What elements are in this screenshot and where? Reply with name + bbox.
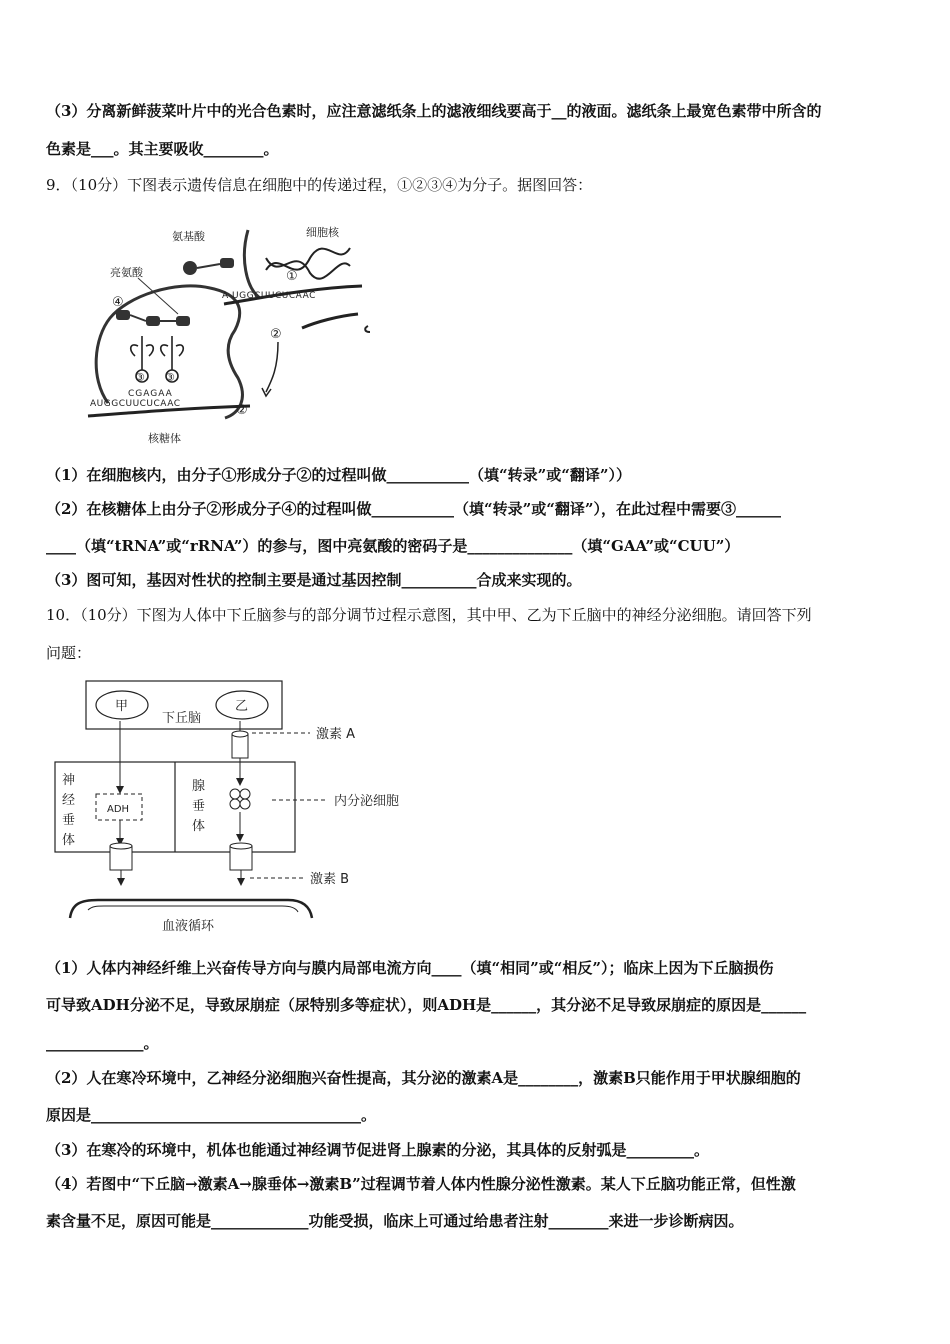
- anticodon-sequence: CGAGAA: [128, 389, 173, 399]
- q10-part3: （3）在寒冷的环境中，机体也能通过神经调节促进肾上腺素的分泌，其具体的反射弧是_________。: [46, 1141, 709, 1159]
- label-nucleus: 细胞核: [306, 226, 339, 239]
- q10-part4-line1: （4）若图中“下丘脑→激素A→腺垂体→激素B”过程调节着人体内性腺分泌性激素。某人下丘脑功能正常，但性激: [46, 1175, 796, 1193]
- mrna-bottom-sequence: AUGGCUUCUCAAC: [90, 399, 181, 409]
- label-amino-acid: 氨基酸: [172, 230, 205, 243]
- neuro-pituitary-char-3: 垂: [62, 813, 76, 828]
- adeno-pituitary-char-2: 垂: [192, 799, 206, 814]
- adeno-pituitary-char-3: 体: [192, 819, 206, 834]
- blood-vessel: [70, 900, 312, 918]
- q9-part3: （3）图可知，基因对性状的控制主要是通过基因控制__________合成来实现的。: [46, 571, 582, 589]
- q9-stem: 9．（10分）下图表示遗传信息在细胞中的传递过程，①②③④为分子。据图回答：: [46, 176, 593, 194]
- transport-arrow: [266, 342, 278, 392]
- adh-canister: [110, 846, 132, 870]
- q10-part1-line2: 可导致ADH分泌不足，导致尿崩症（尿特别多等症状），则ADH是______，其分泌不足导致尿崩症的原因是______: [46, 996, 807, 1014]
- endocrine-cell-label: 内分泌细胞: [334, 794, 400, 809]
- q10-part1-line3: _____________。: [46, 1034, 159, 1052]
- hormone-a-canister: [232, 734, 248, 758]
- q10-stem-line2: 问题：: [46, 644, 92, 662]
- cell-yi-label: 乙: [235, 699, 249, 714]
- label-ribosome: 核糖体: [148, 432, 181, 445]
- hypothalamus-label: 下丘脑: [162, 711, 202, 726]
- dna-helix: [266, 248, 350, 279]
- mark-3-left: ③: [135, 371, 145, 384]
- peptide-chain: [116, 310, 190, 326]
- mrna-top-sequence: A UGGCUUCUCAAC: [222, 291, 316, 301]
- q10-part2-line2: 原因是____________________________________。: [46, 1106, 377, 1124]
- hypothalamus-figure: [52, 678, 422, 940]
- hormone-b-canister: [230, 846, 252, 870]
- mark-3-right: ③: [165, 371, 175, 384]
- adeno-pituitary-char-1: 腺: [192, 779, 206, 794]
- q9-part1: （1）在细胞核内，由分子①形成分子②的过程叫做___________（填“转录”或“翻译”））: [46, 466, 631, 484]
- q10-part4-line2: 素含量不足，原因可能是_____________功能受损，临床上可通过给患者注射________来进一步诊断病因。: [46, 1212, 744, 1230]
- mark-4: ④: [112, 295, 124, 310]
- q10-part2-line1: （2）人在寒冷环境中，乙神经分泌细胞兴奋性提高，其分泌的激素A是________，激素B只能作用于甲状腺细胞的: [46, 1069, 801, 1087]
- q8-part3-line2: 色素是___。其主要吸收________。: [46, 140, 279, 158]
- neuro-pituitary-char-2: 经: [62, 793, 76, 808]
- neuro-pituitary-char-1: 神: [62, 773, 76, 788]
- q9-part2-line1: （2）在核糖体上由分子②形成分子④的过程叫做___________（填“转录”或“翻译”），在此过程中需要③______: [46, 500, 781, 518]
- q8-part3-line1: （3）分离新鲜菠菜叶片中的光合色素时，应注意滤纸条上的滤液细线要高于__的液面。滤纸条上最宽色素带中所含的: [46, 102, 822, 120]
- hormone-a-label: 激素 A: [316, 727, 356, 742]
- adh-label: ADH: [107, 804, 130, 815]
- q10-part1-line1: （1）人体内神经纤维上兴奋传导方向与膜内局部电流方向____（填“相同”或“相反”）；临床上因为下丘脑损伤: [46, 959, 774, 977]
- mark-2-bottom: ②: [236, 403, 248, 418]
- q10-stem-line1: 10．（10分）下图为人体中下丘脑参与的部分调节过程示意图，其中甲、乙为下丘脑中的神经分泌细胞。请回答下列: [46, 606, 812, 624]
- mark-2-top: ②: [270, 327, 282, 342]
- gene-expression-figure: [80, 218, 390, 450]
- nuclear-membrane: [244, 230, 260, 298]
- cell-jia-label: 甲: [115, 699, 129, 714]
- label-leucine: 亮氨酸: [110, 266, 143, 279]
- q9-part2-line2: ____（填“tRNA”或“rRNA”）的参与，图中亮氨酸的密码子是______________（填“GAA”或“CUU”）: [46, 537, 740, 555]
- mark-1: ①: [286, 269, 298, 284]
- endocrine-cells-icon: [230, 789, 250, 809]
- neuro-pituitary-char-4: 体: [62, 833, 76, 848]
- hormone-b-label: 激素 B: [310, 872, 350, 887]
- blood-label: 血液循环: [162, 919, 215, 934]
